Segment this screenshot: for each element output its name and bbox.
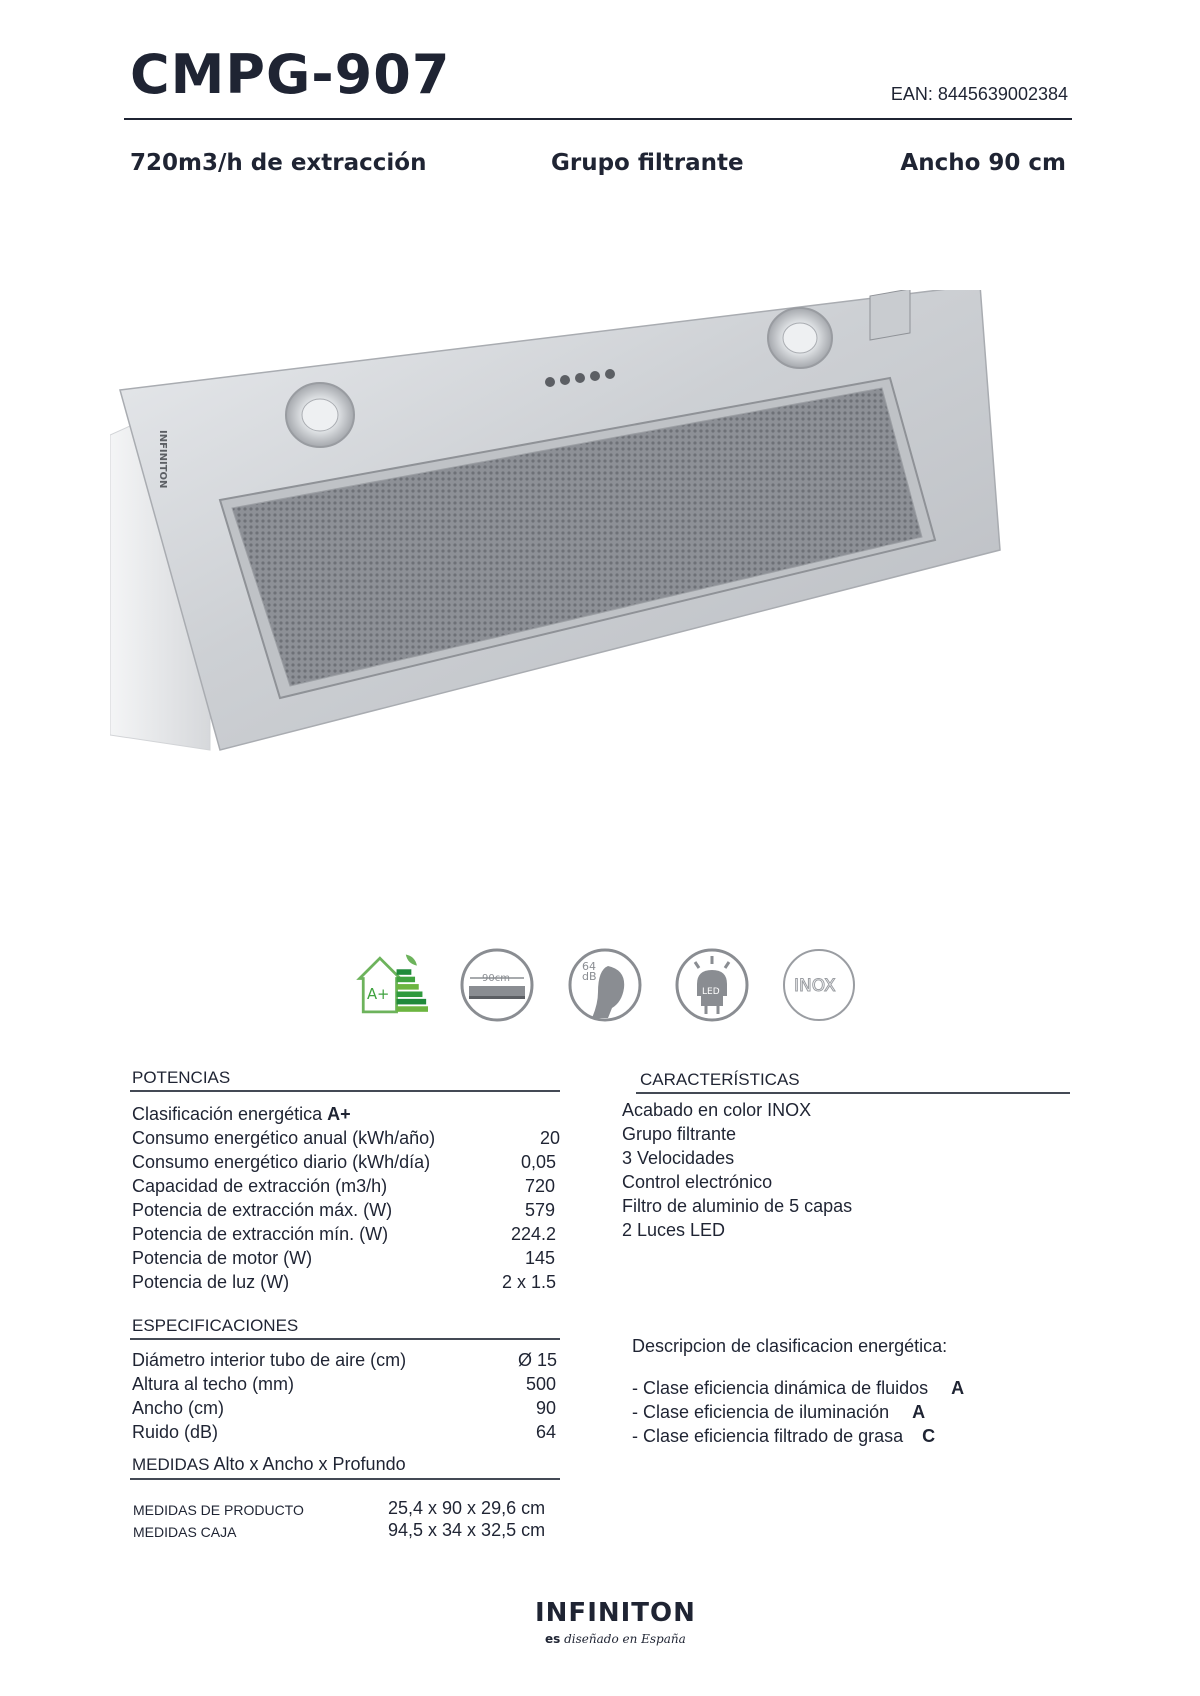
spec-row: [132, 1152, 556, 1176]
spec-row: [132, 1272, 556, 1296]
spec-value: 20: [539, 1128, 560, 1148]
highlight-width: Ancho 90 cm: [900, 150, 1066, 176]
spec-value: 500: [525, 1374, 556, 1394]
model-title: CMPG-907: [130, 43, 451, 106]
led-icon-label: LED: [702, 987, 720, 997]
noise-64db-icon: [568, 948, 642, 1022]
width-90cm-icon: [460, 948, 534, 1022]
spec-label: Potencia de motor (W): [132, 1248, 313, 1268]
inox-icon-label: INOX: [794, 976, 836, 996]
energy-house-icon: [354, 948, 428, 1022]
caracteristicas-title: CARACTERÍSTICAS: [640, 1070, 800, 1089]
tagline-es: es: [545, 1632, 561, 1646]
spec-value: 90: [535, 1398, 556, 1418]
spec-value: 579: [524, 1200, 555, 1220]
spec-value: 145: [524, 1248, 555, 1268]
spec-value: Ø 15: [517, 1350, 557, 1370]
spec-value: 720: [524, 1176, 555, 1196]
spec-label: Clasificación energética: [132, 1104, 323, 1124]
spec-row: [132, 1128, 560, 1152]
clasificacion-item-fluids: [632, 1378, 964, 1399]
tagline-text: diseñado en España: [564, 1632, 686, 1646]
footer-tagline: [545, 1632, 686, 1646]
spec-value: 2 x 1.5: [501, 1272, 556, 1292]
spec-row: [132, 1200, 555, 1224]
spec-row: [132, 1224, 556, 1248]
clasificacion-label: - Clase eficiencia filtrado de grasa: [632, 1426, 904, 1446]
spec-label: Potencia de extracción máx. (W): [132, 1200, 393, 1220]
spec-label: Diámetro interior tubo de aire (cm): [132, 1350, 407, 1370]
energy-icon-label: A+: [366, 985, 390, 1003]
clasificacion-item-lighting: [632, 1402, 925, 1423]
spec-row-energy-class: [132, 1104, 560, 1128]
product-image-hood: [110, 290, 1100, 830]
feature-item: 3 Velocidades: [622, 1148, 735, 1168]
clasificacion-grade: A: [912, 1402, 926, 1422]
spec-value: 64: [535, 1422, 556, 1442]
highlight-filter-group: Grupo filtrante: [551, 150, 744, 176]
spec-row: [132, 1398, 556, 1422]
inox-badge-icon: [782, 948, 856, 1022]
spec-value: 224.2: [510, 1224, 556, 1244]
spec-label: Potencia de luz (W): [132, 1272, 290, 1292]
spec-row: [132, 1350, 557, 1374]
spec-row: [132, 1374, 556, 1398]
medidas-product-label: MEDIDAS DE PRODUCTO: [133, 1502, 304, 1518]
feature-item: Acabado en color INOX: [622, 1100, 812, 1120]
clasificacion-grade: A: [951, 1378, 965, 1398]
feature-item: Filtro de aluminio de 5 capas: [622, 1196, 853, 1216]
width-icon-label: 90cm: [482, 973, 510, 984]
spec-label: Capacidad de extracción (m3/h): [132, 1176, 388, 1196]
feature-item: 2 Luces LED: [622, 1220, 726, 1240]
clasificacion-label: - Clase eficiencia de iluminación: [632, 1402, 890, 1422]
medidas-product-value: 25,4 x 90 x 29,6 cm: [388, 1498, 546, 1518]
spec-row: [132, 1248, 555, 1272]
hood-brand-label: INFINITON: [157, 430, 168, 489]
header-divider: [124, 118, 1072, 120]
spec-label: Ancho (cm): [132, 1398, 225, 1418]
footer-logo: INFINITON: [535, 1598, 696, 1628]
ean-code: EAN: 8445639002384: [890, 84, 1068, 104]
spec-label: Altura al techo (mm): [132, 1374, 295, 1394]
medidas-box-label: MEDIDAS CAJA: [133, 1524, 237, 1540]
feature-item: Grupo filtrante: [622, 1124, 737, 1144]
clasificacion-label: - Clase eficiencia dinámica de fluidos: [632, 1378, 929, 1398]
medidas-title: [132, 1454, 406, 1475]
especificaciones-title: ESPECIFICACIONES: [132, 1316, 299, 1335]
spec-label: Consumo energético diario (kWh/día): [132, 1152, 431, 1172]
energy-class-value: A+: [327, 1104, 351, 1124]
spec-row: [132, 1422, 556, 1446]
led-light-icon: [675, 948, 749, 1022]
spec-label: Potencia de extracción mín. (W): [132, 1224, 389, 1244]
spec-label: Ruido (dB): [132, 1422, 219, 1442]
potencias-title: POTENCIAS: [132, 1068, 231, 1087]
potencias-divider: [130, 1090, 560, 1092]
highlight-extraction: 720m3/h de extracción: [130, 150, 427, 176]
medidas-title-rest: Alto x Ancho x Profundo: [209, 1454, 406, 1474]
noise-icon-unit: dB: [582, 970, 597, 983]
spec-label: Consumo energético anual (kWh/año): [132, 1128, 436, 1148]
caracteristicas-divider: [636, 1092, 1070, 1094]
medidas-title-bold: MEDIDAS: [132, 1455, 210, 1474]
spec-value: 0,05: [520, 1152, 556, 1172]
especificaciones-divider: [130, 1338, 560, 1340]
noise-icon-value: 64: [582, 960, 596, 973]
clasificacion-title: Descripcion de clasificacion energética:: [632, 1336, 948, 1356]
clasificacion-grade: C: [922, 1426, 936, 1446]
spec-row: [132, 1176, 555, 1200]
clasificacion-item-grease: [632, 1426, 935, 1447]
medidas-divider: [130, 1478, 560, 1480]
medidas-box-value: 94,5 x 34 x 32,5 cm: [388, 1520, 546, 1540]
feature-item: Control electrónico: [622, 1172, 773, 1192]
